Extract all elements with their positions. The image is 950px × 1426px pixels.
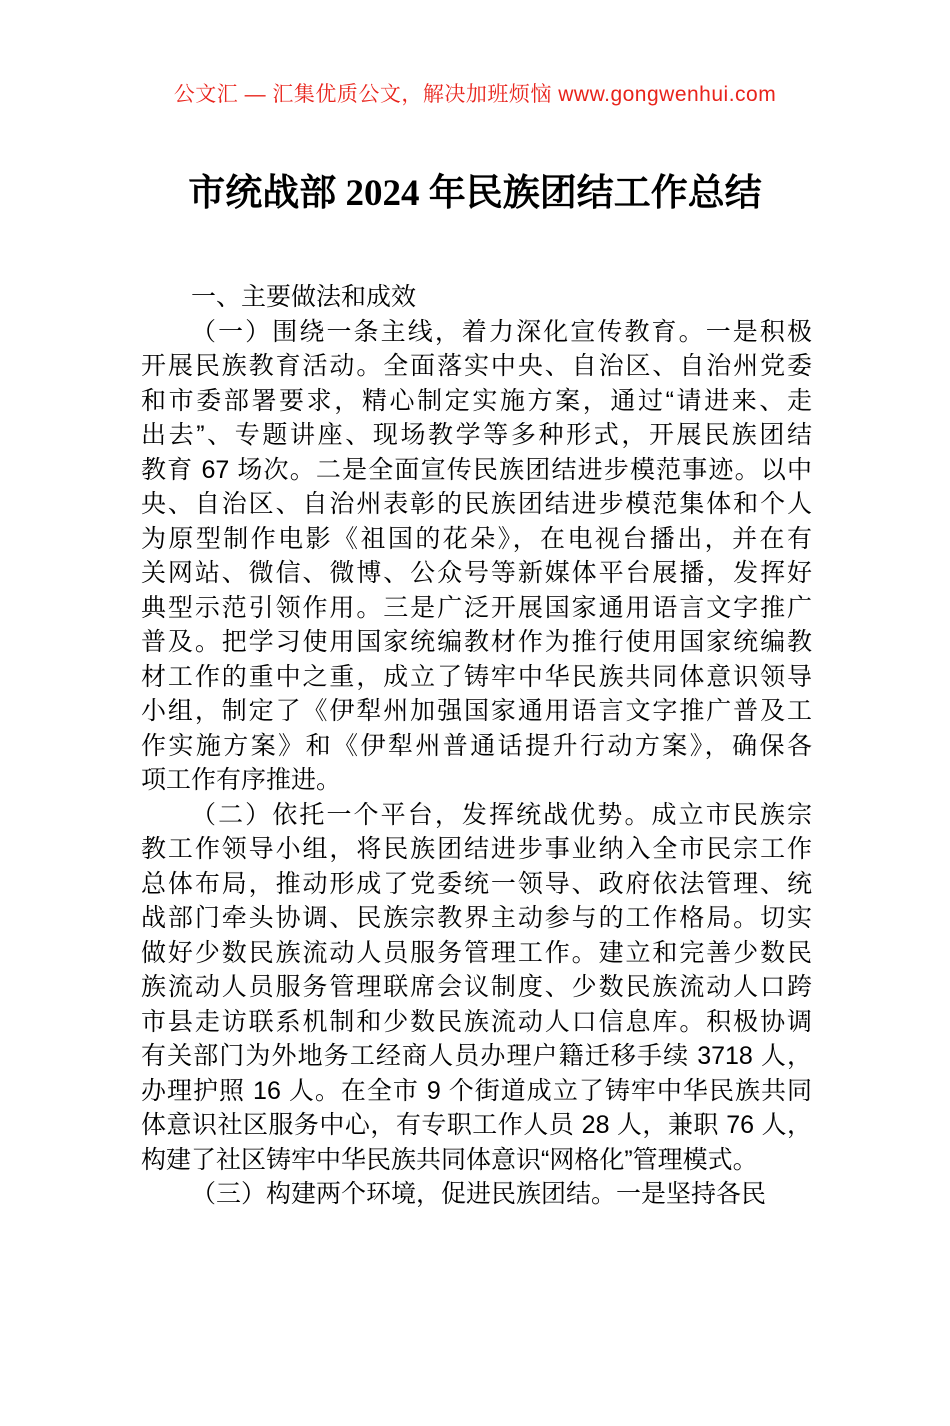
body-line: 开展民族教育活动。全面落实中央、自治区、自治州党委 (141, 352, 812, 380)
site-banner-text: 公文汇 — 汇集优质公文，解决加班烦恼 www.gongwenhui.com (173, 83, 777, 106)
body-line: 族流动人员服务管理联席会议制度、少数民族流动人口跨 (141, 973, 812, 1001)
body-line: （一）围绕一条主线，着力深化宣传教育。一是积极 (191, 317, 812, 346)
body-line: 和市委部署要求，精心制定实施方案，通过“请进来、走 (141, 386, 812, 415)
body-line: 体意识社区服务中心，有专职工作人员 28 人，兼职 76 人， (141, 1111, 812, 1139)
body-line: 普及。把学习使用国家统编教材作为推行使用国家统编教 (141, 628, 812, 656)
body-line: 央、自治区、自治州表彰的民族团结进步模范集体和个人 (141, 490, 812, 518)
body-line: 项工作有序推进。 (141, 766, 342, 794)
document-body (141, 280, 812, 1212)
body-line: 小组，制定了《伊犁州加强国家通用语言文字推广普及工 (141, 697, 812, 725)
body-line: 市县走访联系机制和少数民族流动人口信息库。积极协调 (141, 1007, 812, 1036)
paragraph (141, 1177, 812, 1212)
paragraph (141, 798, 812, 1178)
document-title: 市统战部 2024 年民族团结工作总结 (188, 173, 762, 214)
body-line: 教育 67 场次。二是全面宣传民族团结进步模范事迹。以中 (141, 455, 812, 484)
body-line: 出去”、专题讲座、现场教学等多种形式，开展民族团结 (141, 421, 812, 449)
body-line: （三）构建两个环境，促进民族团结。一是坚持各民 (191, 1180, 767, 1208)
body-line: 有关部门为外地务工经商人员办理户籍迁移手续 3718 人， (141, 1042, 812, 1070)
body-line: 一、主要做法和成效 (191, 283, 417, 311)
section-heading (141, 280, 812, 315)
body-line: 办理护照 16 人。在全市 9 个街道成立了铸牢中华民族共同 (141, 1076, 812, 1105)
body-line: 总体布局，推动形成了党委统一领导、政府依法管理、统 (141, 869, 812, 898)
body-line: 构建了社区铸牢中华民族共同体意识“网格化”管理模式。 (141, 1145, 758, 1174)
body-line: 教工作领导小组，将民族团结进步事业纳入全市民宗工作 (141, 835, 812, 863)
body-line: 关网站、微信、微博、公众号等新媒体平台展播，发挥好 (141, 559, 812, 587)
body-line: 为原型制作电影《祖国的花朵》，在电视台播出，并在有 (141, 524, 812, 553)
paragraph (141, 315, 812, 798)
body-line: 做好少数民族流动人员服务管理工作。建立和完善少数民 (141, 938, 812, 967)
document-page (0, 82, 950, 1426)
body-line: 材工作的重中之重，成立了铸牢中华民族共同体意识领导 (141, 662, 812, 691)
body-line: 战部门牵头协调、民族宗教界主动参与的工作格局。切实 (141, 904, 812, 932)
body-line: 作实施方案》和《伊犁州普通话提升行动方案》，确保各 (141, 731, 812, 760)
body-line: （二）依托一个平台，发挥统战优势。成立市民族宗 (191, 800, 812, 829)
body-line: 典型示范引领作用。三是广泛开展国家通用语言文字推广 (141, 593, 812, 622)
